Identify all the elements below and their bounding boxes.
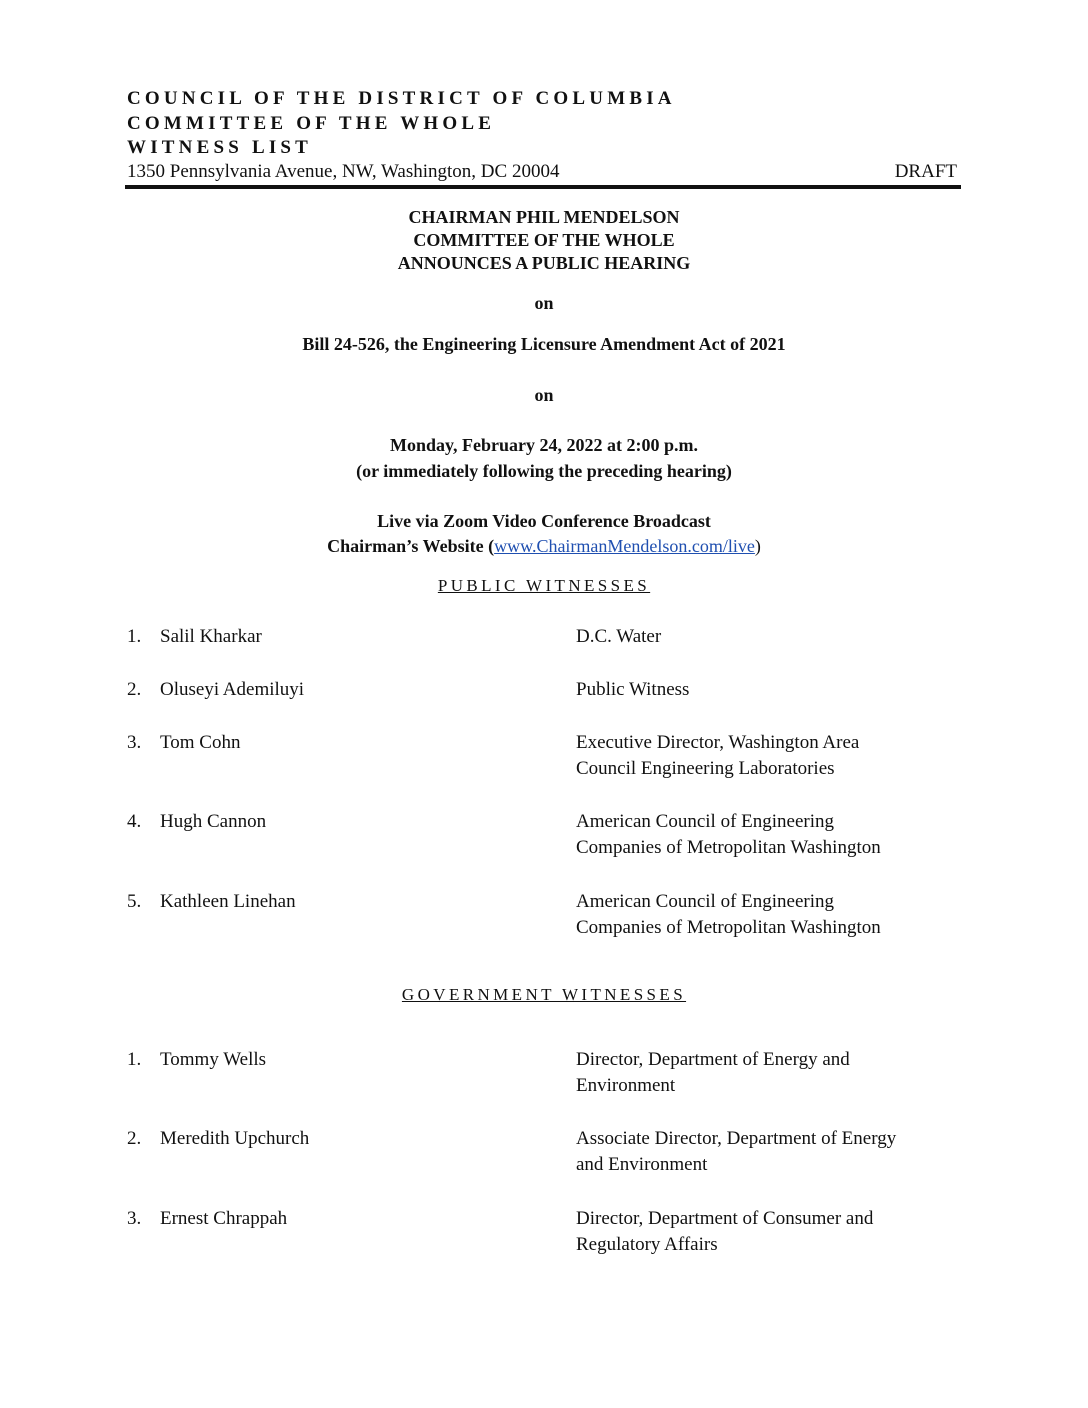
witness-affiliation: American Council of Engineering Companies of Metropolitan Washington [576, 811, 881, 858]
witness-name: Salil Kharkar [160, 626, 262, 647]
witness-number: 5. [127, 891, 142, 912]
witness-name: Meredith Upchurch [160, 1128, 310, 1149]
announces-line: ANNOUNCES A PUBLIC HEARING [397, 253, 691, 273]
witness-number: 1. [127, 1049, 142, 1070]
witness-name: Oluseyi Ademiluyi [160, 679, 305, 700]
witness-affiliation: Public Witness [576, 679, 690, 700]
witness-number: 4. [127, 811, 142, 832]
witness-name: Tommy Wells [160, 1049, 267, 1070]
broadcast-line: Live via Zoom Video Conference Broadcast [377, 511, 711, 531]
witness-name: Tom Cohn [160, 732, 241, 753]
witness-number: 3. [127, 1208, 142, 1229]
government-witnesses-heading [0, 984, 1088, 1006]
witness-affiliation: American Council of Engineering Companies of Metropolitan Washington [576, 891, 881, 938]
witness-affiliation: D.C. Water [576, 626, 662, 647]
committee-line: COMMITTEE OF THE WHOLE [413, 230, 675, 250]
website-link[interactable]: www.ChairmanMendelson.com/live [494, 536, 755, 556]
website-suffix: ) [754, 536, 761, 556]
government-witnesses-title: GOVERNMENT WITNESSES [401, 985, 687, 1004]
witness-number: 2. [127, 1128, 142, 1149]
witness-number: 3. [127, 732, 142, 753]
header-rule [125, 185, 961, 189]
witness-affiliation: Associate Director, Department of Energy and Environment [576, 1128, 897, 1175]
hearing-date-note: (or immediately following the preceding hearing) [356, 461, 732, 481]
council-name: COUNCIL OF THE DISTRICT OF COLUMBIA [127, 88, 676, 109]
website-prefix: Chairman’s Website ( [327, 536, 495, 556]
committee-name: COMMITTEE OF THE WHOLE [127, 113, 496, 134]
witness-affiliation: Director, Department of Energy and Environment [576, 1049, 850, 1096]
public-witnesses-heading [0, 575, 1088, 597]
witness-name: Hugh Cannon [160, 811, 267, 832]
witness-affiliation: Executive Director, Washington Area Council Engineering Laboratories [576, 732, 860, 779]
address-row [127, 160, 957, 184]
bill-title: Bill 24-526, the Engineering Licensure Amendment Act of 2021 [302, 334, 786, 354]
hearing-date: Monday, February 24, 2022 at 2:00 p.m. [390, 435, 698, 455]
on-text-1: on [534, 293, 554, 313]
chairman-line: CHAIRMAN PHIL MENDELSON [408, 207, 680, 227]
draft-label: DRAFT [894, 161, 957, 182]
public-witnesses-title: PUBLIC WITNESSES [437, 576, 651, 595]
witness-name: Ernest Chrappah [160, 1208, 288, 1229]
witness-number: 1. [127, 626, 142, 647]
witness-name: Kathleen Linehan [160, 891, 296, 912]
document-title: WITNESS LIST [127, 137, 313, 158]
on-text-2: on [534, 385, 554, 405]
address: 1350 Pennsylvania Avenue, NW, Washington, DC 20004 [127, 161, 560, 182]
witness-number: 2. [127, 679, 142, 700]
witness-affiliation: Director, Department of Consumer and Regulatory Affairs [576, 1208, 874, 1255]
website-line [0, 535, 1088, 558]
